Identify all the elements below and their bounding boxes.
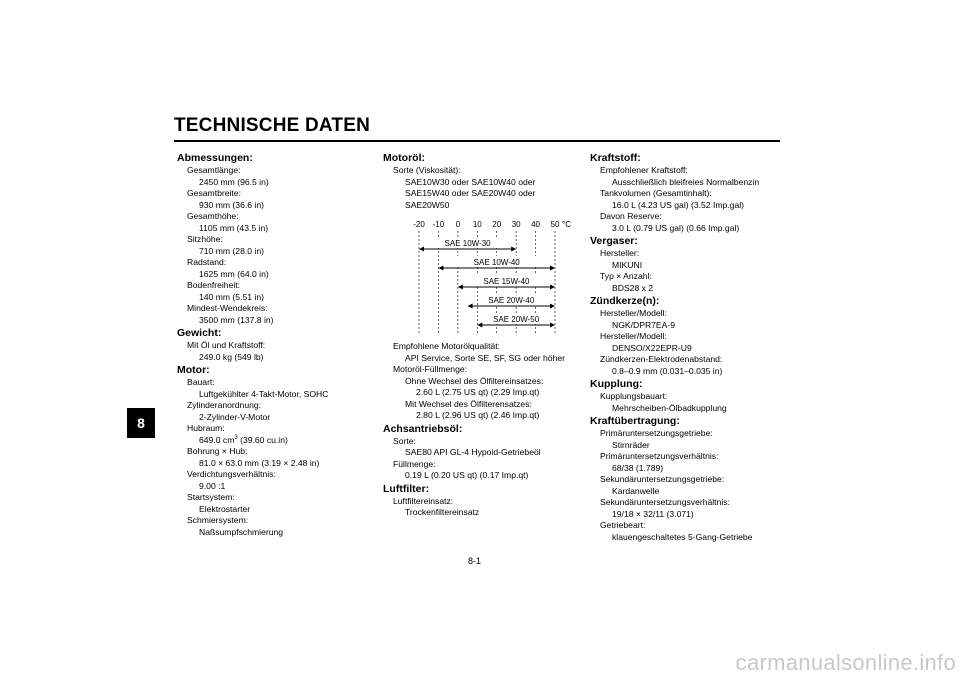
viscosity-chart: [405, 217, 585, 337]
value-typ-anzahl: BDS28 x 2: [612, 282, 654, 293]
value-achs-sorte: SAE80 API GL-4 Hypoid-Getriebeöl: [405, 447, 541, 457]
value-radstand: 1625 mm (64.0 in): [199, 268, 269, 279]
value-luftfiltereinsatz: Trockenfiltereinsatz: [405, 507, 480, 517]
value-sorte-2: SAE15W40 oder SAE20W40 oder: [405, 188, 536, 198]
value-kupplungsbauart: Mehrscheiben-Ölbadkupplung: [612, 402, 727, 413]
value-motoroelqualitaet: API Service, Sorte SE, SF, SG oder höher: [405, 352, 566, 363]
label-zylinder: Zylinderanordnung:: [187, 400, 262, 410]
label-getriebeart: Getriebeart:: [600, 520, 646, 530]
value-sitzhoehe: 710 mm (28.0 in): [199, 245, 264, 256]
heading-kraftuebertragung: Kraftübertragung:: [590, 415, 680, 427]
heading-vergaser: Vergaser:: [590, 235, 638, 247]
heading-zuendkerze: Zündkerze(n):: [590, 295, 660, 307]
value-bodenfreiheit: 140 mm (5.51 in): [199, 291, 264, 302]
watermark: carmanualsonline.info: [735, 650, 956, 675]
heading-luftfilter: Luftfilter:: [383, 482, 430, 495]
label-gesamtbreite: Gesamtbreite:: [187, 188, 241, 198]
range-label: SAE 10W-30: [444, 239, 491, 248]
value-hersteller-modell-2: DENSO/X22EPR-U9: [612, 342, 692, 353]
label-vergaser-hersteller: Hersteller:: [600, 248, 640, 258]
value-zylinder: 2-Zylinder-V-Motor: [199, 411, 271, 422]
label-hersteller-modell-2: Hersteller/Modell:: [600, 331, 667, 341]
value-mit-wechsel: 2.80 L (2.96 US qt) (2.46 Imp.qt): [416, 410, 540, 420]
column-left: [177, 151, 367, 538]
value-wendekreis: 3500 mm (137.8 in): [199, 314, 274, 325]
heading-motoroel: Motoröl:: [383, 152, 425, 164]
tick-label: 40: [531, 220, 541, 229]
label-radstand: Radstand:: [187, 257, 227, 267]
range-arrow-right: [550, 304, 555, 309]
value-bauart: Luftgekühlter 4-Takt-Motor, SOHC: [199, 388, 329, 399]
label-sitzhoehe: Sitzhöhe:: [187, 234, 223, 244]
label-tankvolumen: Tankvolumen (Gesamtinhalt):: [600, 188, 712, 198]
label-wendekreis: Mindest-Wendekreis:: [187, 303, 268, 313]
label-luftfiltereinsatz: Luftfiltereinsatz:: [393, 495, 454, 506]
label-verdichtung: Verdichtungsverhältnis:: [187, 469, 276, 479]
range-arrow-left: [419, 247, 424, 252]
page-title: TECHNISCHE DATEN: [174, 115, 371, 136]
value-primaergetriebe: Stirnräder: [612, 439, 650, 450]
value-tankvolumen: 16.0 L (4.23 US gal) (3.52 Imp.gal): [612, 199, 744, 210]
value-sorte-1: SAE10W30 oder SAE10W40 oder: [405, 176, 536, 187]
label-fuellmenge: Motoröl-Füllmenge:: [393, 364, 468, 374]
label-empf-kraftstoff: Empfohlener Kraftstoff:: [600, 165, 688, 175]
heading-kupplung: Kupplung:: [590, 378, 643, 390]
label-sorte-viskositaet: Sorte (Viskosität):: [393, 165, 461, 175]
range-arrow-left: [477, 323, 482, 328]
label-gesamtlaenge: Gesamtlänge:: [187, 165, 241, 175]
chapter-tab: 8: [127, 408, 155, 438]
column-middle: [383, 151, 583, 519]
label-gesamthoehe: Gesamthöhe:: [187, 211, 239, 221]
label-achs-sorte: Sorte:: [393, 435, 416, 446]
viscosity-chart-svg: [405, 217, 585, 337]
label-bohrung: Bohrung × Hub:: [187, 446, 248, 456]
unit-label: °C: [562, 220, 571, 229]
value-vergaser-hersteller: MIKUNI: [612, 259, 643, 270]
label-hubraum: Hubraum:: [187, 423, 225, 433]
label-startsystem: Startsystem:: [187, 492, 235, 502]
heading-motor: Motor:: [177, 364, 210, 376]
value-gesamtlaenge: 2450 mm (96.5 in): [199, 176, 269, 187]
range-arrow-left: [468, 304, 473, 309]
label-sekundaerverhaeltnis: Sekundäruntersetzungsverhältnis:: [600, 497, 730, 507]
value-ohne-wechsel: 2.60 L (2.75 US qt) (2.29 Imp.qt): [416, 387, 540, 397]
value-reserve: 3.0 L (0.79 US gal) (0.66 Imp.gal): [612, 222, 740, 233]
label-ohne-wechsel: Ohne Wechsel des Ölfiltereinsatzes:: [405, 375, 544, 386]
value-bohrung: 81.0 × 63.0 mm (3.19 × 2.48 in): [199, 457, 320, 468]
hubraum-rest: (39.60 cu.in): [237, 434, 288, 445]
hubraum-superscript: 3: [234, 434, 238, 441]
value-elektrodenabstand: 0.8–0.9 mm (0.031–0.035 in): [612, 365, 723, 376]
value-getriebeart: klauengeschaltetes 5-Gang-Getriebe: [612, 531, 753, 542]
tick-label: 30: [511, 220, 521, 229]
hubraum-main: 649.0 cm: [199, 434, 235, 445]
heading-achsantriebsoel: Achsantriebsöl:: [383, 422, 463, 435]
range-arrow-left: [458, 285, 463, 290]
tick-label: 0: [455, 220, 461, 229]
range-arrow-right: [511, 247, 516, 252]
range-label: SAE 15W-40: [483, 277, 530, 286]
tick-label: 10: [472, 220, 482, 229]
value-hubraum: [177, 435, 367, 447]
range-arrow-left: [438, 266, 443, 271]
value-schmiersystem: Naßsumpfschmierung: [199, 526, 284, 537]
range-label: SAE 20W-40: [488, 296, 535, 305]
value-empf-kraftstoff: Ausschließlich bleifreies Normalbenzin: [612, 176, 760, 187]
value-achs-fuellmenge: 0.19 L (0.20 US qt) (0.17 Imp.qt): [405, 470, 529, 480]
label-schmiersystem: Schmiersystem:: [187, 515, 249, 525]
label-primaergetriebe: Primäruntersetzungsgetriebe:: [600, 428, 713, 438]
tick-label: -10: [432, 220, 445, 229]
tick-label: -20: [413, 220, 425, 229]
value-startsystem: Elektrostarter: [199, 503, 251, 514]
range-arrow-right: [550, 266, 555, 271]
value-sorte-3: SAE20W50: [405, 199, 450, 210]
label-bodenfreiheit: Bodenfreiheit:: [187, 280, 241, 290]
value-gewicht: 249.0 kg (549 lb): [199, 351, 264, 362]
label-elektrodenabstand: Zündkerzen-Elektrodenabstand:: [600, 354, 723, 364]
label-achs-fuellmenge: Füllmenge:: [393, 458, 436, 469]
range-arrow-right: [550, 323, 555, 328]
heading-abmessungen: Abmessungen:: [177, 152, 253, 164]
label-primaerverhaeltnis: Primäruntersetzungsverhältnis:: [600, 451, 719, 461]
range-arrow-right: [550, 285, 555, 290]
label-hersteller-modell-1: Hersteller/Modell:: [600, 308, 667, 318]
label-reserve: Davon Reserve:: [600, 211, 662, 221]
page-number: 8-1: [468, 556, 482, 566]
label-gewicht: Mit Öl und Kraftstoff:: [187, 340, 266, 350]
column-right: [590, 151, 785, 543]
label-motoroelqualitaet: Empfohlene Motorölqualität:: [393, 341, 501, 351]
label-typ-anzahl: Typ × Anzahl:: [600, 271, 652, 281]
label-sekundaergetriebe: Sekundäruntersetzungsgetriebe:: [600, 474, 725, 484]
tick-label: 50: [550, 220, 560, 229]
title-rule: [174, 140, 780, 142]
range-label: SAE 20W-50: [493, 315, 540, 324]
heading-kraftstoff: Kraftstoff:: [590, 152, 641, 164]
label-mit-wechsel: Mit Wechsel des Ölfilterensatzes:: [405, 398, 532, 409]
value-primaerverhaeltnis: 68/38 (1.789): [612, 462, 664, 473]
heading-gewicht: Gewicht:: [177, 327, 222, 339]
value-sekundaerverhaeltnis: 19/18 × 32/11 (3.071): [612, 508, 694, 519]
value-gesamthoehe: 1105 mm (43.5 in): [199, 222, 269, 233]
label-bauart: Bauart:: [187, 377, 215, 387]
value-verdichtung: 9.00 :1: [199, 480, 226, 491]
value-sekundaergetriebe: Kardanwelle: [612, 485, 660, 496]
tick-label: 20: [492, 220, 502, 229]
value-hersteller-modell-1: NGK/DPR7EA-9: [612, 319, 676, 330]
value-gesamtbreite: 930 mm (36.6 in): [199, 199, 264, 210]
label-kupplungsbauart: Kupplungsbauart:: [600, 391, 668, 401]
range-label: SAE 10W-40: [473, 258, 520, 267]
